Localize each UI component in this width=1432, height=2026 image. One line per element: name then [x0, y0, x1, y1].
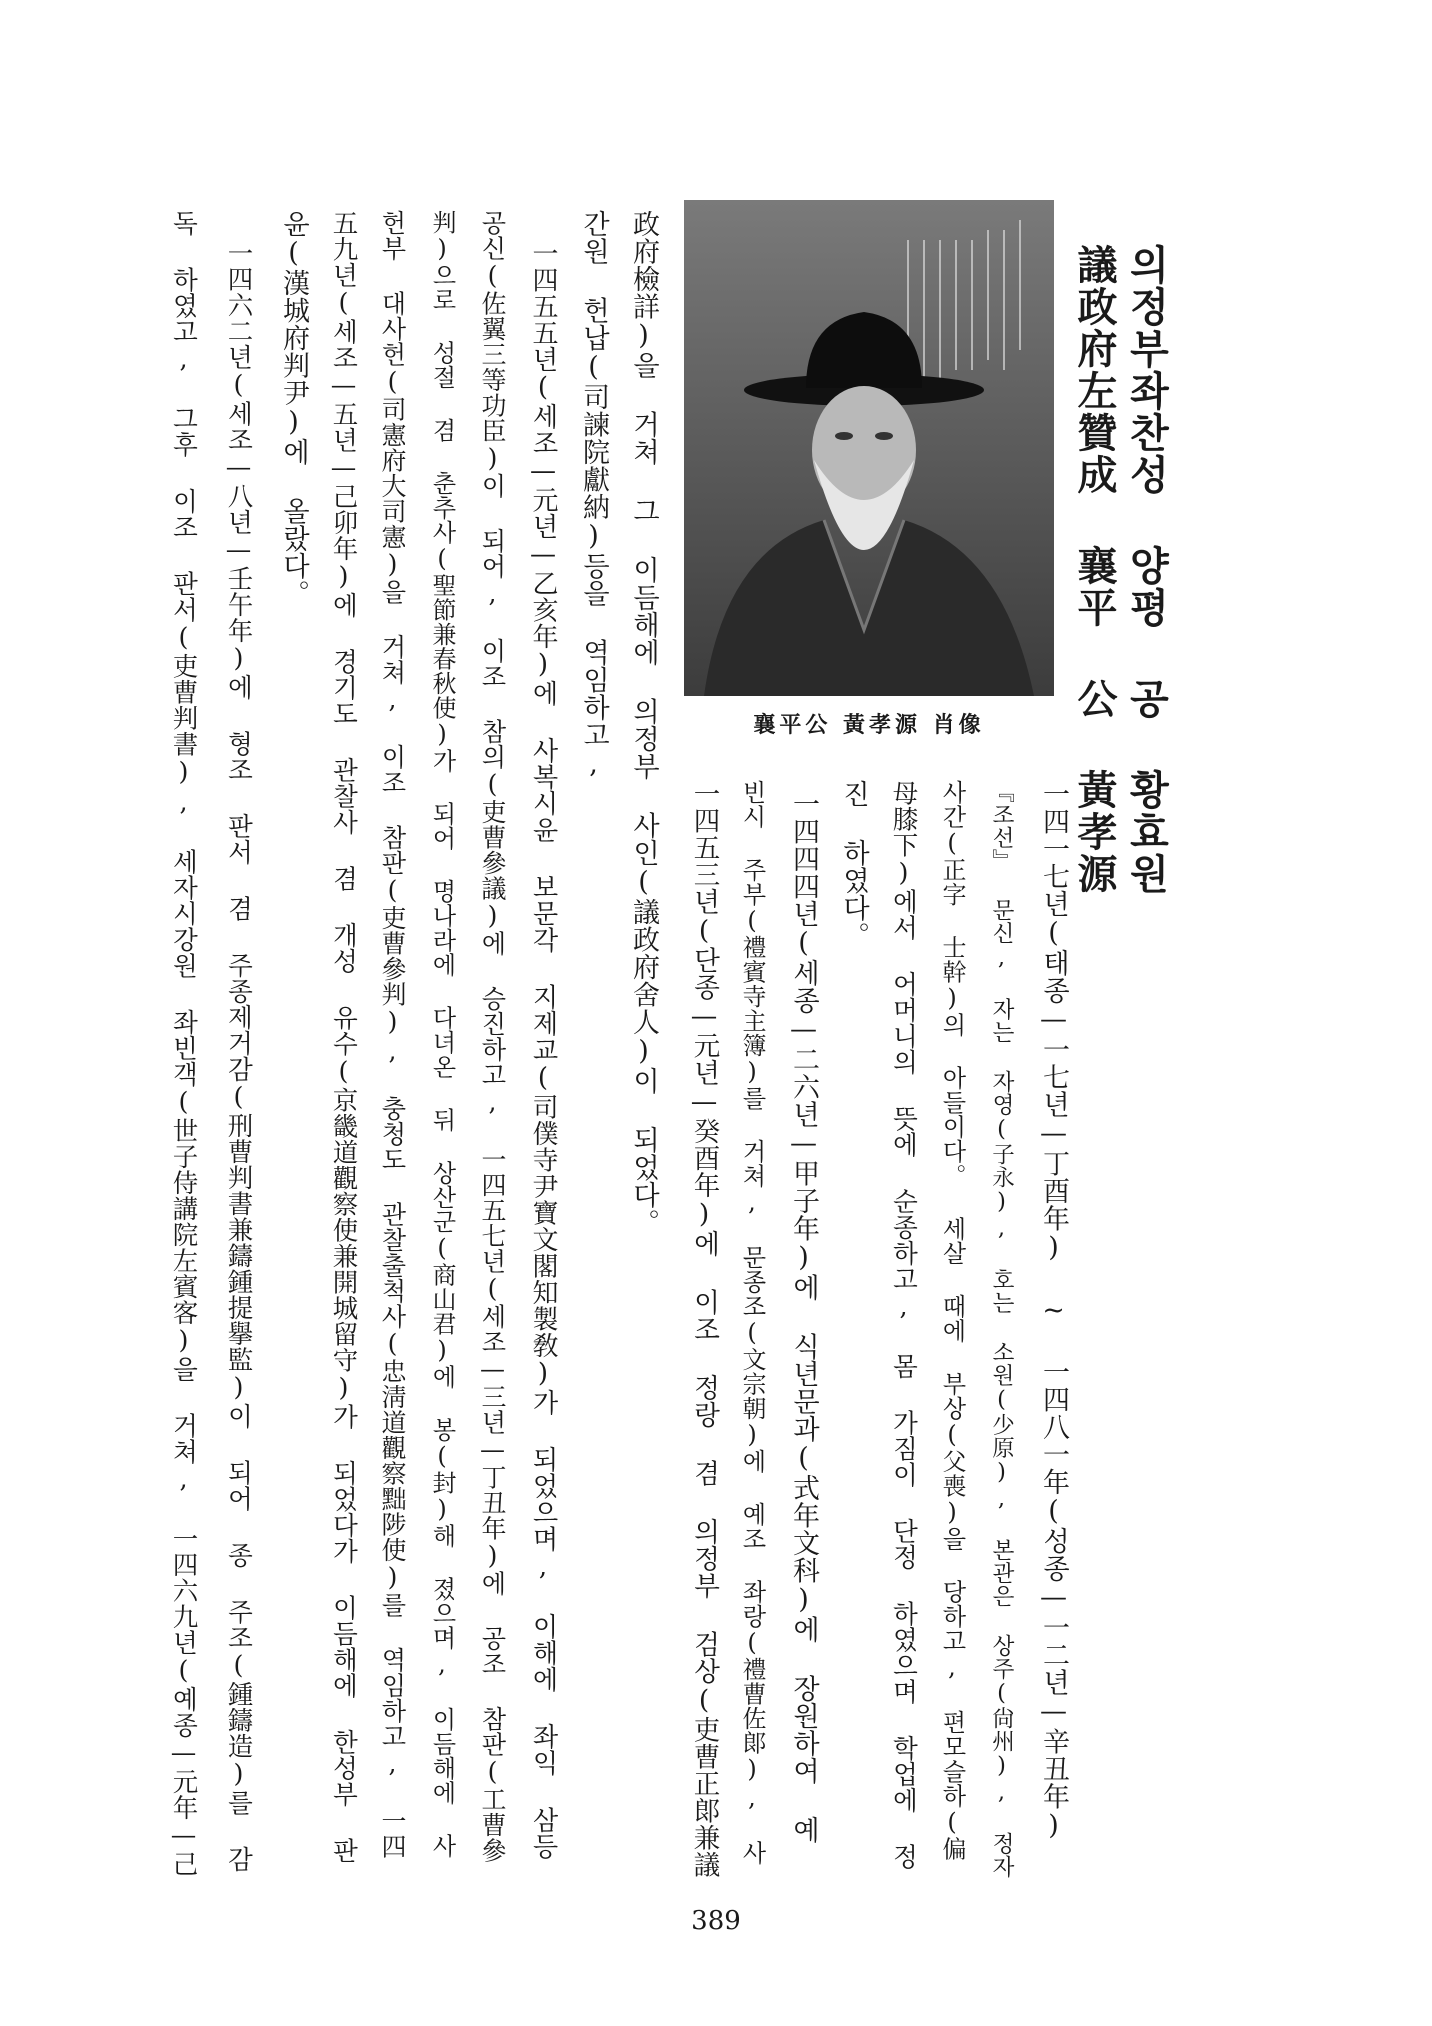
title-hanja: 議政府左贊成 襄平 公 黃孝源	[1071, 244, 1118, 895]
portrait-illustration	[684, 200, 1054, 696]
body-column-4: 母膝下)에서 어머니의 뜻에 순종하고, 몸 가짐이 단정 하였으며 학업에 정	[888, 780, 919, 1870]
body-column-8: 一四五三년(단종—元년—癸酉年)에 이조 정랑 겸 의정부 검상(吏曹正郞兼議	[688, 780, 720, 1878]
portrait-image	[684, 200, 1054, 696]
body-column-18: 독 하였고, 그후 이조 판서(吏曹判書), 세자시강원 좌빈객(世子侍講院左賓客)을 거쳐, 一四六九년(예종—元年—己	[168, 210, 199, 1877]
body-column-5: 진 하였다。	[838, 780, 869, 949]
body-column-7: 빈시 주부(禮賓寺主簿)를 거쳐, 문종조(文宗朝)에 예조 좌랑(禮曹佐郞), 사	[738, 780, 766, 1865]
body-column-16: 윤(漢城府判尹)에 올랐다。	[278, 210, 309, 607]
title-hangul: 의정부좌찬성 양평 공 황효원	[1123, 244, 1170, 895]
body-column-10: 간원 헌납(司諫院獻納)등을 역임하고,	[578, 210, 609, 780]
body-column-12: 공신(佐翼三等功臣)이 되어, 이조 참의(吏曹參議)에 승진하고, 一四五七년(세조—三년—丁丑年)에 공조 참판(工曹參	[478, 210, 507, 1863]
body-column-6: 一四四四년(세종—二六년—甲子年)에 식년문과(式年文科)에 장원하여 예	[788, 790, 819, 1844]
body-column-14: 헌부 대사헌(司憲府大司憲)을 거쳐, 이조 참판(吏曹參判), 충청도 관찰출척사(忠淸道觀察黜陟使)를 역임하고, 一四	[378, 210, 407, 1859]
body-column-9: 政府檢詳)을 거쳐 그 이듬해에 의정부 사인(議政府舍人)이 되었다。	[628, 210, 659, 1236]
body-column-3: 사간(正字 士幹)의 아들이다。 세살 때에 부상(父喪)을 당하고, 편모슬하(偏	[938, 780, 966, 1861]
body-column-17: 一四六二년(세조—八년—壬午年)에 형조 판서 겸 주종제거감(刑曹判書兼鑄鍾提擧監)이 되어 종 주조(鍾鑄造)를 감	[223, 240, 254, 1872]
body-column-1: 一四一七년(태종—一七년—丁酉年) ~ 一四八一年(성종—一二년—辛丑年)	[1038, 780, 1069, 1842]
body-column-13: 判)으로 성절 겸 춘추사(聖節兼春秋使)가 되어 명나라에 다녀온 뒤 상산군(商山君)에 봉(封)해 졌으며, 이듬해에 사	[428, 210, 456, 1858]
page-number: 389	[691, 1906, 741, 1936]
portrait-caption: 襄平公 黃孝源 肖像	[753, 713, 985, 738]
body-column-2: 『조선』 문신, 자는 자영(子永), 호는 소원(少原), 본관은 상주(尙州), 정자	[988, 780, 1015, 1878]
body-column-11: 一四五五년(세조—元년—乙亥年)에 사복시윤 보문각 지제교(司僕寺尹寶文閣知製敎)가 되었으며, 이해에 좌익 삼등	[528, 240, 558, 1860]
body-column-15: 五九년(세조—五년—己卯年)에 경기도 관찰사 겸 개성 유수(京畿道觀察使兼開城留守)가 되었다가 이듬해에 한성부 판	[328, 210, 359, 1864]
